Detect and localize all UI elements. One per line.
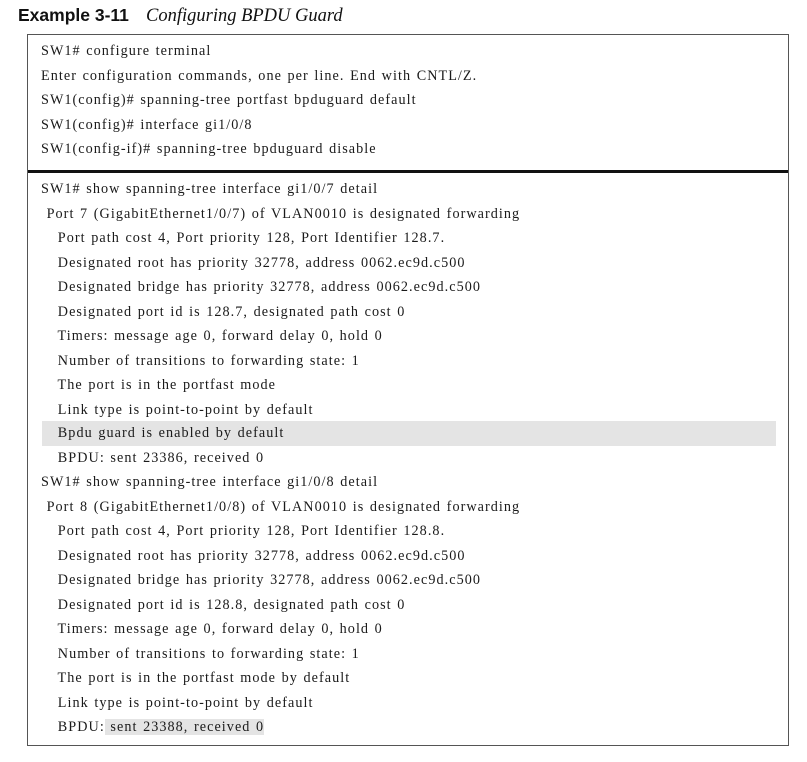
- output-line: Timers: message age 0, forward delay 0, hold 0: [41, 328, 383, 344]
- output-line: Designated port id is 128.7, designated path cost 0: [41, 303, 406, 320]
- output-line: Link type is point-to-point by default: [41, 694, 314, 711]
- example-caption: Configuring BPDU Guard: [146, 6, 343, 26]
- output-line: Port 8 (GigabitEthernet1/0/8) of VLAN0010 is designated forwarding: [41, 498, 521, 515]
- example-title: [18, 2, 343, 28]
- output-line: Port path cost 4, Port priority 128, Port Identifier 128.8.: [41, 523, 446, 539]
- output-line: The port is in the portfast mode: [41, 377, 277, 393]
- example-number: Example 3-11: [18, 5, 129, 25]
- section-divider: [28, 170, 788, 173]
- output-line: SW1# show spanning-tree interface gi1/0/7 detail: [41, 181, 379, 197]
- output-line: Designated bridge has priority 32778, address 0062.ec9d.c500: [41, 279, 481, 295]
- output-line: The port is in the portfast mode by default: [41, 670, 351, 686]
- output-line: Designated root has priority 32778, address 0062.ec9d.c500: [41, 254, 466, 271]
- config-section: [28, 35, 788, 170]
- bpdu-guard-status-line: Bpdu guard is enabled by default: [41, 425, 285, 441]
- output-line: SW1# show spanning-tree interface gi1/0/8 detail: [41, 474, 379, 490]
- output-line: Port path cost 4, Port priority 128, Port Identifier 128.7.: [41, 230, 446, 246]
- bpdu-label: BPDU:: [41, 719, 105, 735]
- bpdu-counter-line: [41, 715, 264, 740]
- output-line: Number of transitions to forwarding state: 1: [41, 352, 360, 369]
- output-line: Designated port id is 128.8, designated path cost 0: [41, 596, 406, 613]
- output-line: Timers: message age 0, forward delay 0, hold 0: [41, 621, 383, 637]
- bpdu-counter-highlight: sent 23388, received 0: [104, 719, 265, 735]
- output-line: Designated bridge has priority 32778, address 0062.ec9d.c500: [41, 572, 481, 588]
- output-line: Number of transitions to forwarding state: 1: [41, 645, 360, 662]
- code-listing: [27, 34, 789, 746]
- output-line: BPDU: sent 23386, received 0: [41, 449, 265, 466]
- output-line: Designated root has priority 32778, address 0062.ec9d.c500: [41, 547, 466, 564]
- config-line: Enter configuration commands, one per line. End with CNTL/Z.: [41, 67, 478, 84]
- config-line: SW1# configure terminal: [41, 43, 212, 59]
- output-line: Port 7 (GigabitEthernet1/0/7) of VLAN0010 is designated forwarding: [41, 205, 521, 222]
- output-line: Link type is point-to-point by default: [41, 401, 314, 418]
- config-line: SW1(config-if)# spanning-tree bpduguard disable: [41, 141, 377, 157]
- config-line: SW1(config)# spanning-tree portfast bpduguard default: [41, 92, 417, 108]
- config-line: SW1(config)# interface gi1/0/8: [41, 116, 253, 133]
